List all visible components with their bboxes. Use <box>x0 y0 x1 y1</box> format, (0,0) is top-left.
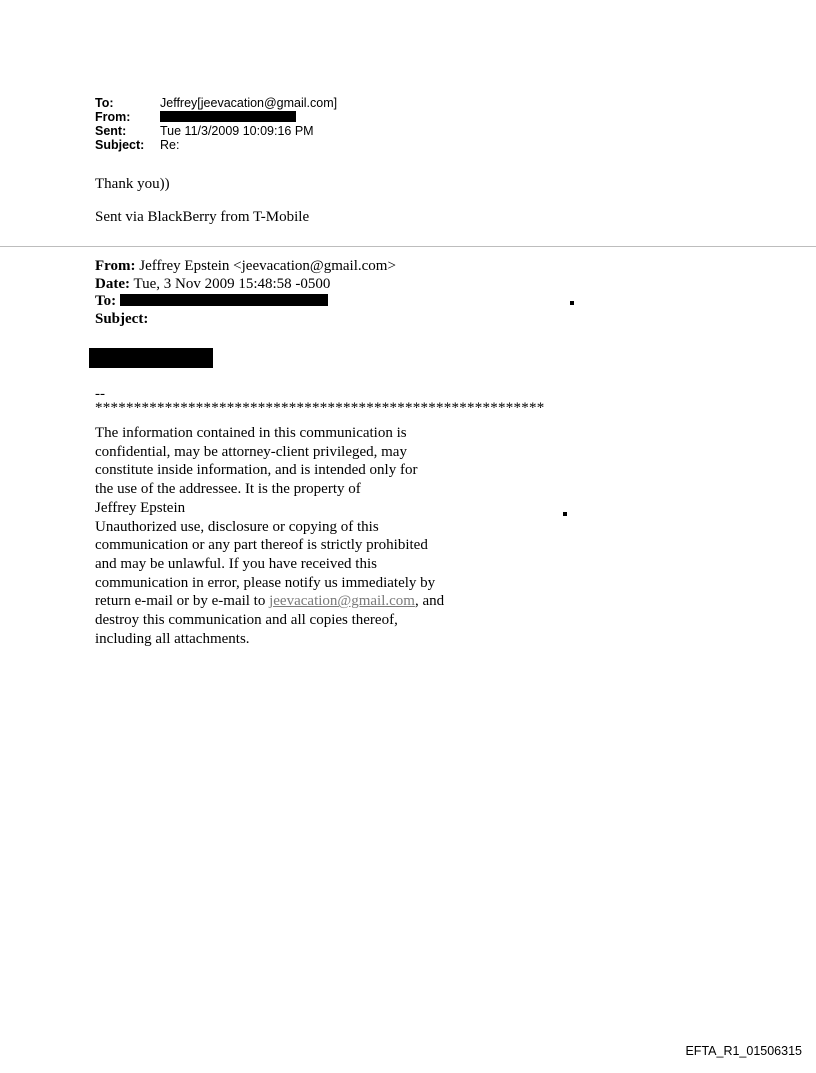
email-link[interactable]: jeevacation@gmail.com <box>269 593 415 610</box>
disclaimer-text: return e-mail or by e-mail to <box>95 593 270 610</box>
fwd-to-redaction <box>120 294 328 306</box>
disclaimer-line: The information contained in this communication is <box>95 425 407 441</box>
disclaimer-line: destroy this communication and all copies thereof, <box>95 612 398 629</box>
reply-header <box>95 96 337 152</box>
disclaimer-line: and may be unlawful. If you have received this <box>95 555 377 572</box>
disclaimer-text: , and <box>414 593 445 610</box>
sent-row <box>95 124 337 138</box>
reply-signature: Sent via BlackBerry from T-Mobile <box>95 209 310 225</box>
confidentiality-disclaimer <box>95 424 495 648</box>
disclaimer-line: communication in error, please notify us immediately by <box>95 574 436 591</box>
disclaimer-line: including all attachments. <box>95 630 250 647</box>
to-row <box>95 96 337 110</box>
disclaimer-line: confidential, may be attorney-client privileged, may <box>95 443 407 460</box>
speck-mark <box>570 301 574 305</box>
fwd-date-row <box>95 276 396 294</box>
to-label: To: <box>95 96 114 110</box>
fwd-from-row <box>95 258 396 276</box>
fwd-subject-row <box>95 311 396 329</box>
disclaimer-line: the use of the addressee. It is the property of <box>95 481 361 498</box>
disclaimer-line: Unauthorized use, disclosure or copying of this <box>95 518 379 535</box>
sent-value: Tue 11/3/2009 10:09:16 PM <box>160 124 314 138</box>
subject-row <box>95 138 337 152</box>
fwd-subject-label: Subject: <box>95 310 149 327</box>
disclaimer-line: constitute inside information, and is intended only for <box>95 462 418 479</box>
fwd-from-value: Jeffrey Epstein <jeevacation@gmail.com> <box>139 258 396 274</box>
signature-stars: ********************************************************** <box>95 400 545 416</box>
to-value: Jeffrey[jeevacation@gmail.com] <box>160 96 338 110</box>
disclaimer-line <box>95 592 495 611</box>
disclaimer-line: Jeffrey Epstein <box>95 499 186 516</box>
reply-text: Thank you)) <box>95 176 170 192</box>
fwd-from-label: From: <box>95 258 136 274</box>
fwd-to-row <box>95 293 396 311</box>
fwd-date-value: Tue, 3 Nov 2009 15:48:58 -0500 <box>133 275 331 292</box>
document-id: EFTA_R1_01506315 <box>685 1044 802 1058</box>
subject-value: Re: <box>160 138 180 152</box>
forwarded-header <box>95 258 396 328</box>
subject-label: Subject: <box>95 138 145 152</box>
from-row <box>95 110 337 124</box>
sent-label: Sent: <box>95 124 127 138</box>
signature-dash: -- <box>95 386 105 402</box>
speck-mark <box>563 512 567 516</box>
fwd-to-label: To: <box>95 293 117 309</box>
from-redaction <box>160 111 296 122</box>
fwd-date-label: Date: <box>95 275 130 292</box>
body-redaction <box>89 348 213 368</box>
divider <box>0 246 816 247</box>
from-label: From: <box>95 110 131 124</box>
disclaimer-line: communication or any part thereof is strictly prohibited <box>95 537 428 554</box>
